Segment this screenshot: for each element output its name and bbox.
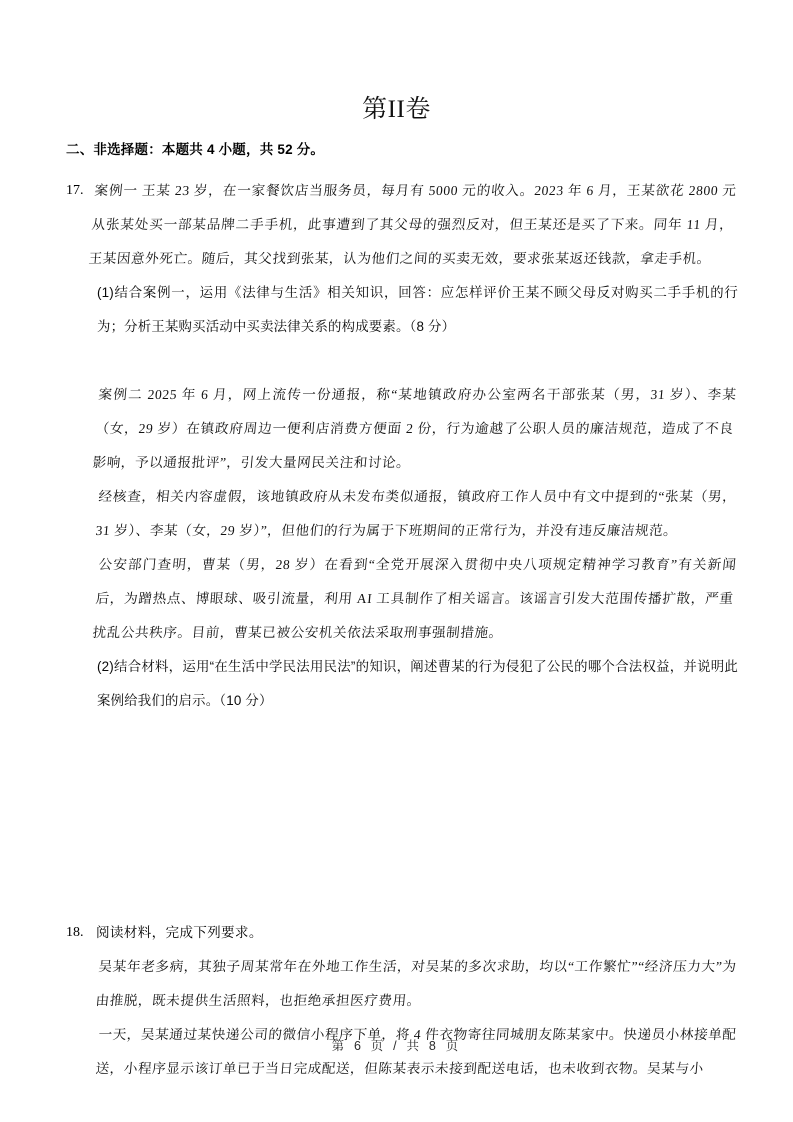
question-17-number: 17. bbox=[66, 183, 84, 198]
spacer bbox=[66, 344, 738, 378]
question-18-paragraph-2: 一天，吴某通过某快递公司的微信小程序下单，将 4 件衣物寄往同城朋友陈某家中。快递员小林接单配送，小程序显示该订单已于当日完成配送，但陈某表示未接到配送电话，也未收到衣物。吴某与小 bbox=[94, 1027, 738, 1076]
question-18-paragraph-1: 吴某年老多病，其独子周某常年在外地工作生活，对吴某的多次求助，均以“工作繁忙”“经济压力大”为由推脱，既未提供生活照料，也拒绝承担医疗费用。 bbox=[94, 959, 738, 1008]
answer-blank-space bbox=[66, 718, 738, 916]
page-footer: 第 6 页 / 共 8 页 bbox=[331, 1039, 462, 1053]
question-17 bbox=[66, 174, 738, 718]
question-17-sub-question-2: (2)结合材料，运用“在生活中学民法用民法”的知识，阐述曹某的行为侵犯了公民的哪个合法权益，并说明此案例给我们的启示。（10 分） bbox=[97, 659, 738, 708]
question-18 bbox=[66, 916, 738, 1086]
page-title: 第II卷 bbox=[362, 96, 431, 123]
question-17-case-two-paragraph-3: 公安部门查明，曹某（男，28 岁）在看到“全党开展深入贯彻中央八项规定精神学习教育”有关新闻后，为蹭热点、博眼球、吸引流量，利用 AI 工具制作了相关谣言。该谣言引发大范围传播扩散，严重扰乱公共秩序。目前，曹某已被公安机关依法采取刑事强制措施。 bbox=[91, 557, 738, 640]
question-17-case-two-paragraph-1: 案例二 2025 年 6 月，网上流传一份通报，称“某地镇政府办公室两名干部张某（男，31 岁）、李某（女，29 岁）在镇政府周边一便利店消费方便面 2 份，行为逾越了公职人员的廉洁规范，造成了不良影响，予以通报批评”，引发大量网民关注和讨论。 bbox=[91, 387, 738, 470]
question-17-case-two-paragraph-2: 经核查，相关内容虚假，该地镇政府从未发布类似通报，镇政府工作人员中有文中提到的“张某（男，31 岁）、李某（女，29 岁）”，但他们的行为属于下班期间的正常行为，并没有违反廉洁规范。 bbox=[94, 489, 738, 538]
section-heading: 二、非选择题：本题共 4 小题，共 52 分。 bbox=[66, 142, 325, 157]
question-18-prompt: 阅读材料，完成下列要求。 bbox=[96, 925, 263, 940]
question-17-case-one-text: 案例一 王某 23 岁，在一家餐饮店当服务员，每月有 5000 元的收入。2023 年 6 月，王某欲花 2800 元从张某处买一部某品牌二手手机，此事遭到了其父母的强烈反对，但王某还是买了下来。同年 11 月，王某因意外死亡。随后，其父找到张某，认为他们之间的买卖无效，要求张某返还钱款，拿走手机。 bbox=[87, 183, 738, 266]
question-17-sub-question-1: (1)结合案例一，运用《法律与生活》相关知识，回答：应怎样评价王某不顾父母反对购买二手手机的行为；分析王某购买活动中买卖法律关系的构成要素。（8 分） bbox=[97, 285, 738, 334]
question-18-number: 18. bbox=[66, 925, 84, 940]
document-body bbox=[66, 138, 738, 1086]
